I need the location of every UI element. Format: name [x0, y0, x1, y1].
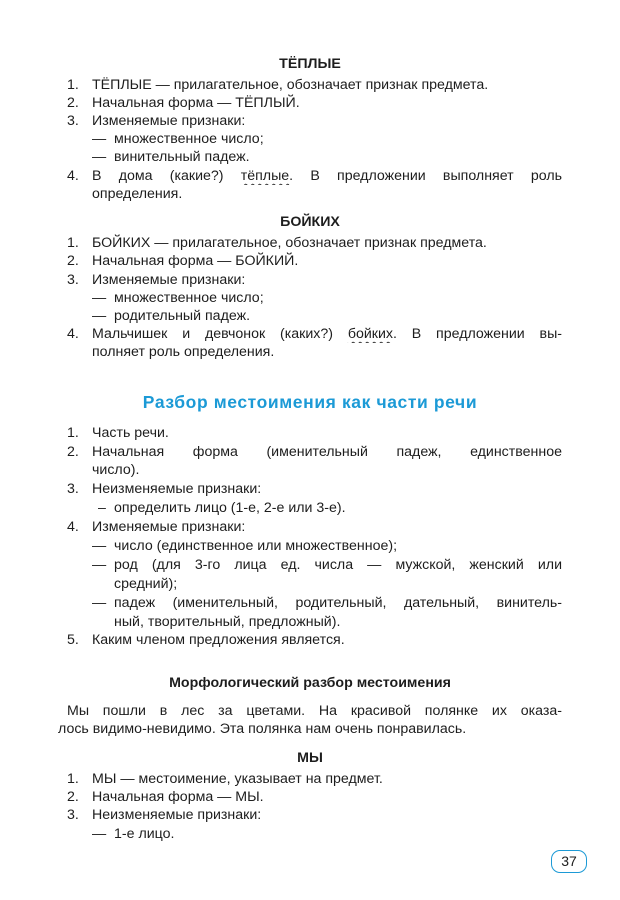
sub-item: число (единственное или множественное); — [114, 538, 398, 554]
sub-item: определить лицо (1-е, 2-е или 3-е). — [114, 500, 346, 516]
dash: – — [98, 500, 106, 516]
list-number: 2. — [67, 789, 79, 805]
list-number: 1. — [67, 425, 79, 441]
sub-item: падеж (именительный, родительный, дательный, винитель- — [114, 595, 562, 611]
list-number: 2. — [67, 444, 79, 460]
list-item: МЫ — местоимение, указывает на предмет. — [92, 771, 383, 787]
underlined-word: тёплые — [240, 168, 290, 184]
list-item: Неизменяемые признаки: — [92, 807, 262, 823]
example-paragraph-line: Мы пошли в лес за цветами. На красивой полянке их оказа- — [67, 703, 562, 719]
list-item — [92, 167, 562, 185]
list-number: 1. — [67, 235, 79, 251]
list-number: 3. — [67, 272, 79, 288]
text: . В предложении выполняет роль — [289, 168, 562, 184]
sub-item: винительный падеж. — [114, 149, 250, 165]
list-item: Изменяемые признаки: — [92, 272, 246, 288]
list-item-continued: полняет роль определения. — [92, 344, 275, 360]
list-number: 2. — [67, 253, 79, 269]
list-number: 3. — [67, 807, 79, 823]
list-number: 4. — [67, 326, 79, 342]
sub-item: 1-е лицо. — [114, 826, 175, 842]
dash: — — [92, 149, 107, 165]
text: В дома (какие?) — [92, 168, 241, 184]
sub-item: множественное число; — [114, 290, 264, 306]
text: . В предложении вы- — [393, 326, 562, 342]
list-number: 3. — [67, 113, 79, 129]
heading-my: МЫ — [297, 750, 323, 766]
example-paragraph-line: лось видимо-невидимо. Эта полянка нам очень понравилась. — [58, 721, 467, 737]
subsection-heading: Морфологический разбор местоимения — [169, 675, 451, 691]
heading-boykikh: БОЙКИХ — [280, 214, 340, 230]
list-item: Начальная форма — МЫ. — [92, 789, 264, 805]
heading-teplye: ТЁПЛЫЕ — [279, 56, 341, 72]
dash: — — [92, 308, 107, 324]
list-item: Начальная форма (именительный падеж, единственное — [92, 444, 562, 460]
list-item: Изменяемые признаки: — [92, 113, 246, 129]
list-item: БОЙКИХ — прилагательное, обозначает признак предмета. — [92, 235, 487, 251]
dash: — — [92, 131, 107, 147]
list-item: Начальная форма — БОЙКИЙ. — [92, 253, 299, 269]
list-number: 1. — [67, 771, 79, 787]
dash: — — [92, 557, 107, 573]
list-item: Часть речи. — [92, 425, 169, 441]
text: Мальчишек и девчонок (каких?) — [92, 326, 348, 342]
page-number: 37 — [551, 850, 587, 873]
list-item: Неизменяемые признаки: — [92, 481, 262, 497]
list-item: Начальная форма — ТЁПЛЫЙ. — [92, 95, 300, 111]
list-number: 3. — [67, 481, 79, 497]
sub-item: множественное число; — [114, 131, 264, 147]
list-item — [92, 325, 562, 343]
sub-item: родительный падеж. — [114, 308, 251, 324]
dash: — — [92, 538, 107, 554]
sub-item: род (для 3-го лица ед. числа — мужской, женский или — [114, 557, 562, 573]
sub-item-continued: средний); — [114, 576, 178, 592]
list-number: 1. — [67, 77, 79, 93]
sub-item-continued: ный, творительный, предложный). — [114, 614, 341, 630]
list-item-continued: число). — [92, 462, 140, 478]
list-number: 5. — [67, 632, 79, 648]
underlined-word: бойких — [347, 326, 394, 342]
dash: — — [92, 595, 107, 611]
list-item-continued: определения. — [92, 186, 183, 202]
list-number: 4. — [67, 168, 79, 184]
dash: — — [92, 290, 107, 306]
list-item: ТЁПЛЫЕ — прилагательное, обозначает признак предмета. — [92, 77, 489, 93]
list-item: Изменяемые признаки: — [92, 519, 246, 535]
list-number: 4. — [67, 519, 79, 535]
list-item: Каким членом предложения является. — [92, 632, 345, 648]
list-number: 2. — [67, 95, 79, 111]
section-heading: Разбор местоимения как части речи — [142, 392, 478, 412]
dash: — — [92, 826, 107, 842]
